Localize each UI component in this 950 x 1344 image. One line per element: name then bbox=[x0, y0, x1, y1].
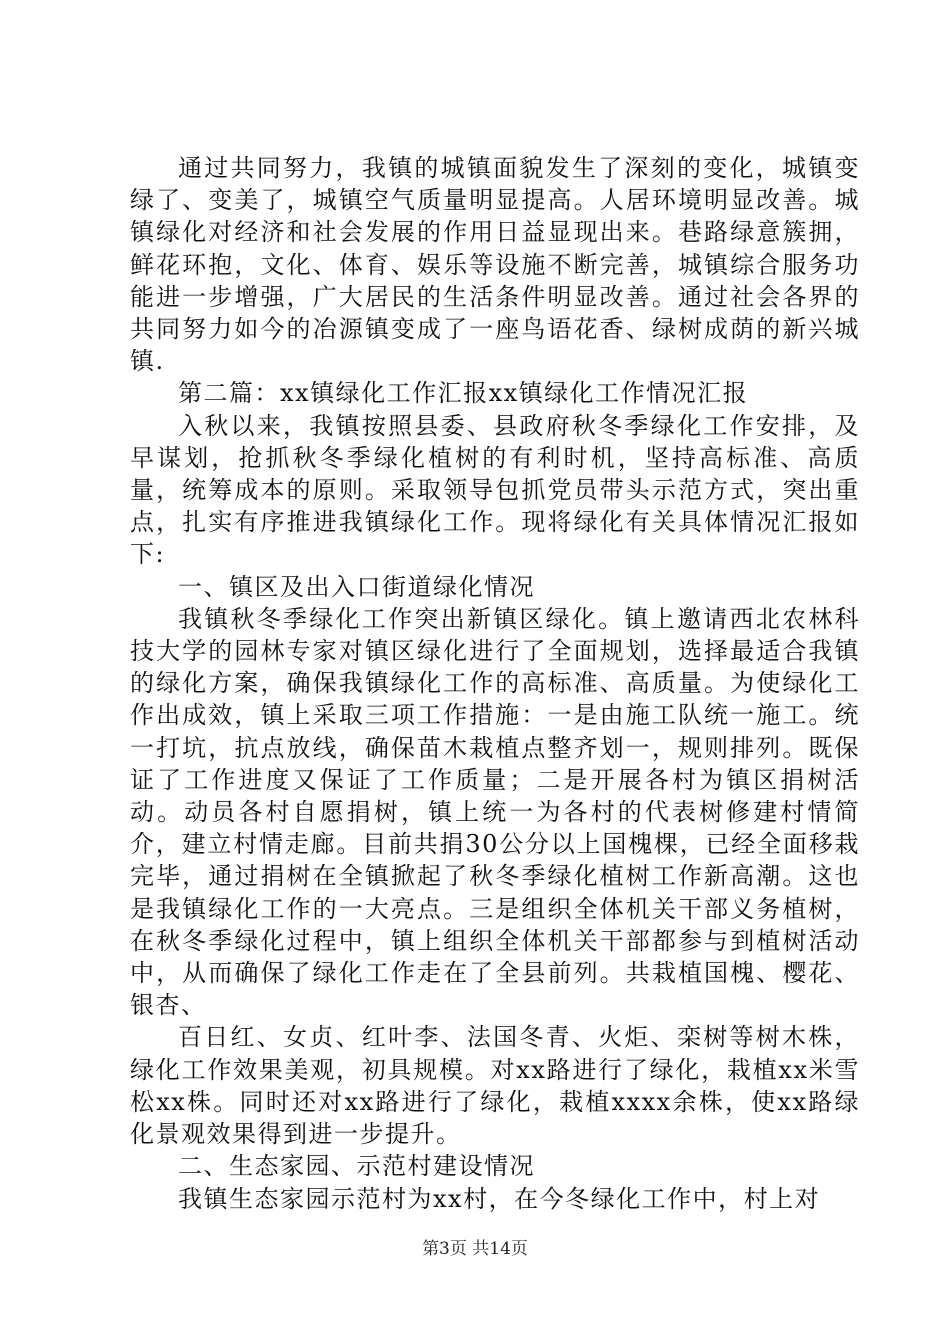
heading-eco-demonstration-village: 二、生态家园、示范村建设情况 bbox=[178, 1152, 535, 1181]
page-number: 第3页 共14页 bbox=[422, 1239, 528, 1259]
paragraph-tree-species: 百日红、女贞、红叶李、法国冬青、火炬、栾树等树木株，绿化工作效果美观，初具规模。对xx路进行了绿化，栽植xx米雪松xx株。同时还对xx路进行了绿化，栽植xxxx余株，使xx路绿化景观效果得到进一步提升。 bbox=[130, 1023, 860, 1149]
paragraph-town-greening-results: 通过共同努力，我镇的城镇面貌发生了深刻的变化，城镇变绿了、变美了，城镇空气质量明显提高。人居环境明显改善。城镇绿化对经济和社会发展的作用日益显现出来。巷路绿意簇拥，鲜花环抱，文化、体育、娱乐等设施不断完善，城镇综合服务功能进一步增强，广大居民的生活条件明显改善。通过社会各界的共同努力如今的冶源镇变成了一座鸟语花香、绿树成荫的新兴城镇. bbox=[130, 154, 860, 376]
document-body bbox=[130, 152, 860, 1215]
paragraph-introduction: 入秋以来，我镇按照县委、县政府秋冬季绿化工作安排，及早谋划，抢抓秋冬季绿化植树的有利时机，坚持高标准、高质量，统筹成本的原则。采取领导包抓党员带头示范方式，突出重点，扎实有序推进我镇绿化工作。现将绿化有关具体情况汇报如下: bbox=[130, 411, 860, 569]
paragraph-demonstration-village: 我镇生态家园示范村为xx村，在今冬绿化工作中，村上对 bbox=[178, 1184, 821, 1213]
section-title-part-two: 第二篇：xx镇绿化工作汇报xx镇绿化工作情况汇报 bbox=[178, 379, 749, 408]
heading-town-entrance-streets: 一、镇区及出入口街道绿化情况 bbox=[178, 572, 535, 601]
paragraph-town-area-greening: 我镇秋冬季绿化工作突出新镇区绿化。镇上邀请西北农林科技大学的园林专家对镇区绿化进行了全面规划，选择最适合我镇的绿化方案，确保我镇绿化工作的高标准、高质量。为使绿化工作出成效，镇上采取三项工作措施：一是由施工队统一施工。统一打坑，抗点放线，确保苗木栽植点整齐划一，规则排列。既保证了工作进度又保证了工作质量；二是开展各村为镇区捐树活动。动员各村自愿捐树，镇上统一为各村的代表树修建村情简介，建立村情走廊。目前共捐30公分以上国槐棵，已经全面移栽完毕，通过捐树在全镇掀起了秋冬季绿化植树工作新高潮。这也是我镇绿化工作的一大亮点。三是组织全体机关干部义务植树，在秋冬季绿化过程中，镇上组织全体机关干部都参与到植树活动中，从而确保了绿化工作走在了全县前列。共栽植国槐、樱花、银杏、 bbox=[130, 604, 860, 1020]
